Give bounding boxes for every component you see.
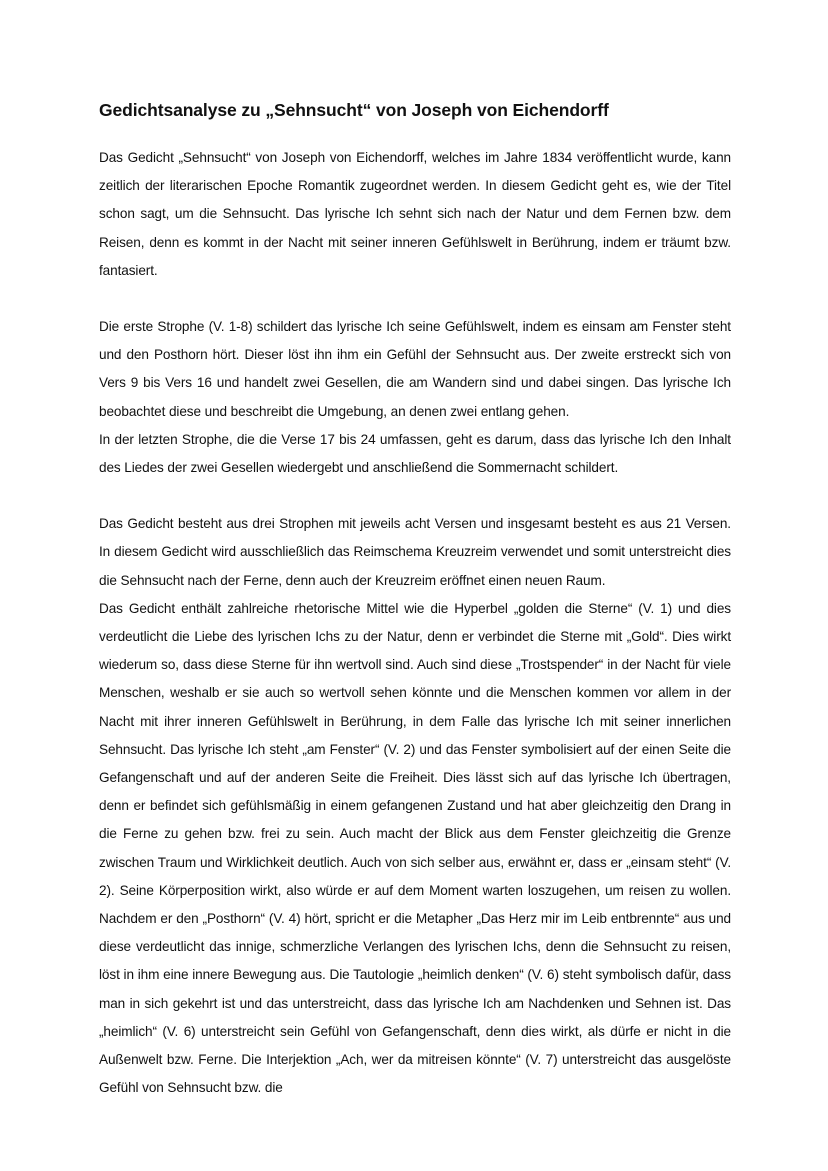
paragraph-form: Das Gedicht besteht aus drei Strophen mit jeweils acht Versen und insgesamt besteht es aus 21 Versen. In diesem Gedicht wird ausschließlich das Reimschema Kreuzreim verwendet und somit unterstreicht dies die Sehnsucht nach der Ferne, denn auch der Kreuzreim eröffnet einen neuen Raum. bbox=[99, 516, 731, 588]
paragraph-content-summary: Die erste Strophe (V. 1-8) schildert das lyrische Ich seine Gefühlswelt, indem es einsam am Fenster steht und den Posthorn hört. Dieser löst ihn ihm ein Gefühl der Sehnsucht aus. Der zweite erstreckt sich von Vers 9 bis Vers 16 und handelt zwei Gesellen, die am Wandern sind und dabei singen. Das lyrische Ich beobachtet diese und beschreibt die Umgebung, an denen zwei entlang gehen. bbox=[99, 319, 731, 419]
paragraph-spacer bbox=[99, 285, 731, 313]
paragraph-spacer bbox=[99, 482, 731, 510]
document-title: Gedichtsanalyse zu „Sehnsucht“ von Joseph von Eichendorff bbox=[99, 100, 609, 120]
document-page bbox=[99, 98, 731, 1103]
paragraph-introduction: Das Gedicht „Sehnsucht“ von Joseph von Eichendorff, welches im Jahre 1834 veröffentlicht wurde, kann zeitlich der literarischen Epoche Romantik zugeordnet werden. In diesem Gedicht geht es, wie der Titel schon sagt, um die Sehnsucht. Das lyrische Ich sehnt sich nach der Natur und dem Fernen bzw. dem Reisen, denn es kommt in der Nacht mit seiner inneren Gefühlswelt in Berührung, indem er träumt bzw. fantasiert. bbox=[99, 150, 731, 278]
paragraph-rhetoric-analysis: Das Gedicht enthält zahlreiche rhetorische Mittel wie die Hyperbel „golden die Sterne“ (V. 1) und dies verdeutlicht die Liebe des lyrischen Ichs zu der Natur, denn er verbindet die Sterne mit „Gold“. Dies wirkt wiederum so, dass diese Sterne für ihn wertvoll sind. Auch sind diese „Trostspender“ in der Nacht für viele Menschen, weshalb er sie auch so wertvoll sehen könnte und die Menschen kommen vor allem in der Nacht mit ihrer inneren Gefühlswelt in Berührung, in dem Falle das lyrische Ich mit seiner innerlichen Sehnsucht. Das lyrische Ich steht „am Fenster“ (V. 2) und das Fenster symbolisiert auf der einen Seite die Gefangenschaft und auf der anderen Seite die Freiheit. Dies lässt sich auf das lyrische Ich übertragen, denn er befindet sich gefühlsmäßig in einem gefangenen Zustand und hat aber gleichzeitig den Drang in die Ferne zu gehen bzw. frei zu sein. Auch macht der Blick aus dem Fenster gleichzeitig die Grenze zwischen Traum und Wirklichkeit deutlich. Auch von sich selber aus, erwähnt er, dass er „einsam steht“ (V. 2). Seine Körperposition wirkt, also würde er auf dem Moment warten loszugehen, um reisen zu wollen. Nachdem er den „Posthorn“ (V. 4) hört, spricht er die Metapher „Das Herz mir im Leib entbrennte“ aus und diese verdeutlicht das innige, schmerzliche Verlangen des lyrischen Ichs, denn die Sehnsucht zu reisen, löst in ihm eine innere Bewegung aus. Die Tautologie „heimlich denken“ (V. 6) steht symbolisch dafür, dass man in sich gekehrt ist und das unterstreicht, dass das lyrische Ich am Nachdenken und Sehnen ist. Das „heimlich“ (V. 6) unterstreicht sein Gefühl von Gefangenschaft, denn dies wirkt, als dürfe er nicht in die Außenwelt bzw. Ferne. Die Interjektion „Ach, wer da mitreisen könnte“ (V. 7) unterstreicht das ausgelöste Gefühl von Sehnsucht bzw. die bbox=[99, 600, 731, 1096]
paragraph-last-stanza: In der letzten Strophe, die die Verse 17 bis 24 umfassen, geht es darum, dass das lyrische Ich den Inhalt des Liedes der zwei Gesellen wiedergebt und anschließend die Sommernacht schildert. bbox=[99, 431, 731, 476]
